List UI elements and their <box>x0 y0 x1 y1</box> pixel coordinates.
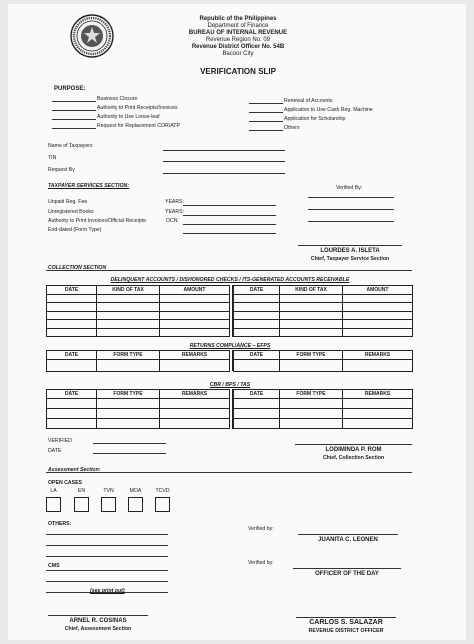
table-cell[interactable] <box>280 311 343 320</box>
officer-of-the-day: OFFICER OF THE DAY <box>315 571 379 577</box>
table-cell[interactable] <box>234 311 280 320</box>
header-department: Department of Finance <box>207 23 269 29</box>
assessment-heading: Assessment Section: <box>48 467 101 473</box>
case-tcvd-label: TCVD <box>155 488 170 494</box>
collection-signature-line <box>295 444 412 445</box>
page-title: VERIFICATION SLIP <box>200 67 276 76</box>
date-field[interactable] <box>93 453 166 454</box>
verified-by-1-line[interactable] <box>298 534 398 535</box>
rdo-signature-line <box>296 617 396 618</box>
returns-table-left <box>46 350 230 372</box>
col-date: DATE <box>234 390 280 399</box>
case-tvn-checkbox[interactable] <box>101 497 116 512</box>
table-cell[interactable] <box>160 303 230 312</box>
purpose-loose-leaf: Authority to Use Loose-leaf <box>97 114 160 120</box>
tss-verified-by: Verified By: <box>336 185 363 191</box>
table-cell[interactable] <box>97 294 160 303</box>
col-date: DATE <box>234 286 280 295</box>
purpose-blank-8[interactable] <box>249 130 283 131</box>
table-cell[interactable] <box>343 398 413 408</box>
see-printout: (see print out) <box>90 588 125 594</box>
tin-label: TIN <box>48 155 57 161</box>
purpose-others: Others <box>284 125 300 131</box>
table-cell[interactable] <box>160 320 230 329</box>
tss-unpaid-field[interactable] <box>183 205 276 206</box>
col-kind-of-tax: KIND OF TAX <box>97 286 160 295</box>
tss-unregistered-label: Unregistered Books <box>48 209 94 215</box>
table-cell[interactable] <box>234 328 280 337</box>
collection-signatory-name: LODIMINDA P. ROM <box>325 447 382 453</box>
table-cell[interactable] <box>97 359 160 371</box>
table-cell[interactable] <box>47 320 97 329</box>
purpose-blank-2[interactable] <box>52 110 96 111</box>
table-cell[interactable] <box>160 294 230 303</box>
tss-signature-line <box>298 245 402 246</box>
rdo-title: REVENUE DISTRICT OFFICER <box>308 628 384 634</box>
leonen-name: JUANITA C. LEONEN <box>318 537 378 543</box>
header-region: Revenue Region No. 09 <box>205 37 271 43</box>
purpose-scholarship: Application for Scholarship <box>284 116 346 122</box>
purpose-label: PURPOSE: <box>54 86 86 92</box>
col-remarks: REMARKS <box>160 351 230 360</box>
tss-verified-line-2[interactable] <box>308 209 394 210</box>
table-cell[interactable] <box>280 408 343 418</box>
header-rdo: Revenue District Officer No. 54B <box>191 44 285 50</box>
verified-by-2-line[interactable] <box>293 568 401 569</box>
purpose-renewal: Renewal of Accounts <box>284 98 333 104</box>
table-cell[interactable] <box>343 294 413 303</box>
table-cell[interactable] <box>97 418 160 428</box>
assessment-chief-signature-line <box>48 615 148 616</box>
col-kind-of-tax: KIND OF TAX <box>280 286 343 295</box>
tin-field[interactable] <box>163 161 285 162</box>
table-cell[interactable] <box>280 320 343 329</box>
col-amount: AMOUNT <box>343 286 413 295</box>
case-tcvd-checkbox[interactable] <box>155 497 170 512</box>
table-cell[interactable] <box>280 328 343 337</box>
col-form-type: FORM TYPE <box>97 390 160 399</box>
cbr-title: CBR / BPS / TAS <box>209 382 251 388</box>
table-cell[interactable] <box>280 398 343 408</box>
tss-signatory-name: LOURDES A. ISLETA <box>320 248 380 254</box>
col-remarks: REMARKS <box>160 390 230 399</box>
table-cell[interactable] <box>47 418 97 428</box>
tss-atp-field[interactable] <box>183 224 276 225</box>
verification-slip-page <box>8 4 466 640</box>
tss-unpaid-years: YEARS: <box>165 199 185 205</box>
cms-line-1[interactable] <box>46 570 168 571</box>
table-cell[interactable] <box>97 303 160 312</box>
table-cell[interactable] <box>343 320 413 329</box>
table-cell[interactable] <box>234 294 280 303</box>
returns-title: RETURNS COMPLIANCE – EFPS <box>189 343 271 349</box>
table-cell[interactable] <box>97 311 160 320</box>
others-line-2[interactable] <box>46 545 168 546</box>
tss-unregistered-years: YEARS: <box>165 209 185 215</box>
table-cell[interactable] <box>280 359 343 371</box>
collection-rule <box>46 270 412 271</box>
case-moa-label: MOA <box>129 488 142 494</box>
purpose-replacement: Request for Replacement COR/ATP <box>97 123 180 129</box>
case-la-checkbox[interactable] <box>46 497 61 512</box>
table-cell[interactable] <box>343 311 413 320</box>
purpose-blank-3[interactable] <box>52 119 96 120</box>
delinquent-title: DELINQUENT ACCOUNTS / DISHONORED CHECKS / ITS-GENERATED ACCOUNTS RECEIVABLE <box>110 277 350 283</box>
cbr-table-left <box>46 389 230 429</box>
taxpayer-name-label: Name of Taxpayers <box>48 143 93 149</box>
cbr-table-right <box>233 389 413 429</box>
others-line-3[interactable] <box>46 556 168 557</box>
purpose-blank-4[interactable] <box>52 128 96 129</box>
table-cell[interactable] <box>234 398 280 408</box>
tss-unregistered-field[interactable] <box>183 215 276 216</box>
collection-signatory-title: Chief, Collection Section <box>322 455 385 461</box>
table-cell[interactable] <box>97 328 160 337</box>
purpose-blank-7[interactable] <box>249 121 283 122</box>
table-cell[interactable] <box>47 398 97 408</box>
col-date: DATE <box>47 286 97 295</box>
tss-heading: TAXPAYER SERVICES SECTION: <box>48 183 129 189</box>
case-en-label: EN <box>77 488 86 494</box>
taxpayer-name-field[interactable] <box>163 150 285 151</box>
col-form-type: FORM TYPE <box>97 351 160 360</box>
cms-label: CMS <box>48 563 60 569</box>
col-amount: AMOUNT <box>160 286 230 295</box>
others-label: OTHERS: <box>48 521 72 527</box>
requested-by-label: Request By <box>48 167 75 173</box>
table-cell[interactable] <box>343 418 413 428</box>
table-cell[interactable] <box>47 408 97 418</box>
purpose-cash-register: Application to Use Cash Reg. Machine <box>284 107 373 113</box>
table-cell[interactable] <box>47 303 97 312</box>
col-date: DATE <box>47 351 97 360</box>
table-cell[interactable] <box>160 311 230 320</box>
header-city: Bacoor City <box>222 51 254 57</box>
verified-label: VERIFIED <box>48 438 72 444</box>
tss-enddated-field[interactable] <box>183 233 276 234</box>
verified-field[interactable] <box>93 443 166 444</box>
table-cell[interactable] <box>160 359 230 371</box>
table-cell[interactable] <box>47 328 97 337</box>
table-cell[interactable] <box>343 359 413 371</box>
table-cell[interactable] <box>97 320 160 329</box>
table-cell[interactable] <box>343 303 413 312</box>
table-cell[interactable] <box>47 359 97 371</box>
col-form-type: FORM TYPE <box>280 390 343 399</box>
col-remarks: REMARKS <box>343 390 413 399</box>
others-line-1[interactable] <box>46 534 168 535</box>
rdo-name: CARLOS S. SALAZAR <box>309 619 383 626</box>
requested-by-field[interactable] <box>163 173 285 174</box>
delinquent-table-left <box>46 285 230 337</box>
table-cell[interactable] <box>47 294 97 303</box>
header-bureau: BUREAU OF INTERNAL REVENUE <box>188 30 288 36</box>
assessment-rule <box>46 472 412 473</box>
table-cell[interactable] <box>160 328 230 337</box>
case-moa-checkbox[interactable] <box>128 497 143 512</box>
tss-verified-line-3[interactable] <box>308 221 394 222</box>
tss-atp-label: Authority to Print Invoices/Official Receipts: <box>48 218 148 224</box>
table-cell[interactable] <box>234 359 280 371</box>
table-cell[interactable] <box>343 408 413 418</box>
table-cell[interactable] <box>160 408 230 418</box>
tss-enddated-label: End-dated (Form Type) <box>48 227 102 233</box>
delinquent-table-right <box>233 285 413 337</box>
verified-by-1-label: Verified by: <box>248 526 274 532</box>
table-cell[interactable] <box>234 303 280 312</box>
tss-atp-ocn: OCN <box>166 218 178 224</box>
assessment-chief-name: ARNEL R. COSINAS <box>69 618 127 624</box>
open-cases-label: OPEN CASES <box>48 480 83 486</box>
purpose-blank-5[interactable] <box>249 103 283 104</box>
bir-seal-icon <box>70 14 114 58</box>
table-cell[interactable] <box>47 311 97 320</box>
table-cell[interactable] <box>234 408 280 418</box>
assessment-chief-title: Chief, Assessment Section <box>64 626 132 632</box>
tss-verified-line-1[interactable] <box>308 197 394 198</box>
purpose-blank-1[interactable] <box>52 101 96 102</box>
table-cell[interactable] <box>343 328 413 337</box>
purpose-business-closure: Business Closure <box>97 96 138 102</box>
table-cell[interactable] <box>160 398 230 408</box>
tss-signatory-title: Chief, Taxpayer Service Section <box>310 256 390 262</box>
cms-line-2[interactable] <box>46 581 168 582</box>
table-cell[interactable] <box>234 320 280 329</box>
case-tvn-label: TVN <box>103 488 114 494</box>
collection-heading: COLLECTION SECTION <box>48 265 107 271</box>
purpose-atp: Authority to Print Receipts/Invoices <box>97 105 178 111</box>
header-republic: Republic of the Philippines <box>199 16 277 22</box>
purpose-blank-6[interactable] <box>249 112 283 113</box>
table-cell[interactable] <box>280 303 343 312</box>
date-label: DATE <box>48 448 62 454</box>
col-date: DATE <box>234 351 280 360</box>
table-cell[interactable] <box>280 418 343 428</box>
col-remarks: REMARKS <box>343 351 413 360</box>
table-cell[interactable] <box>280 294 343 303</box>
returns-table-right <box>233 350 413 372</box>
verified-by-2-label: Verified by: <box>248 560 274 566</box>
case-en-checkbox[interactable] <box>74 497 89 512</box>
table-cell[interactable] <box>234 418 280 428</box>
tss-unpaid-label: Unpaid Reg. Fee <box>48 199 88 205</box>
table-cell[interactable] <box>97 398 160 408</box>
col-form-type: FORM TYPE <box>280 351 343 360</box>
case-la-label: LA <box>50 488 57 494</box>
col-date: DATE <box>47 390 97 399</box>
table-cell[interactable] <box>160 418 230 428</box>
table-cell[interactable] <box>97 408 160 418</box>
